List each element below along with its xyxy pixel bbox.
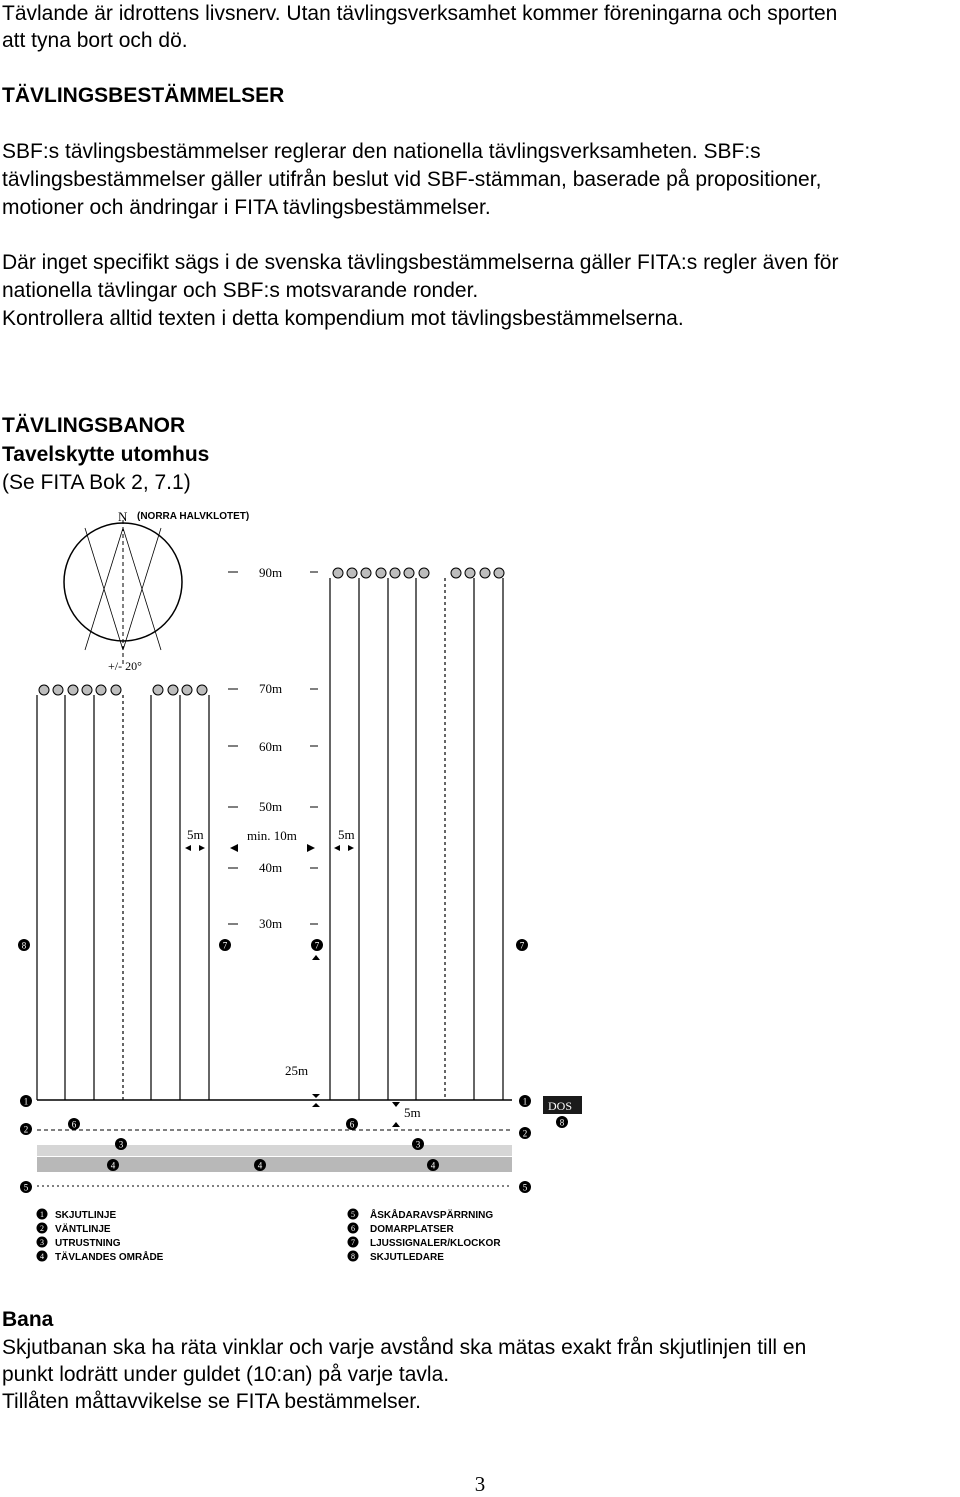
bana-line-2: punkt lodrätt under guldet (10:an) på varje tavla. [2,1363,450,1386]
svg-text:1: 1 [23,1096,29,1107]
bana-line-3: Tillåten måttavvikelse se FITA bestämmelser. [2,1390,421,1413]
intro-line-2: att tyna bort och dö. [2,29,188,52]
svg-text:7: 7 [351,1238,355,1247]
legend-item-4: TÄVLANDES OMRÅDE [55,1252,164,1263]
legend-item-6: DOMARPLATSER [370,1224,454,1235]
svg-text:1: 1 [40,1210,44,1219]
distance-label-25m: 25m [285,1063,309,1078]
spacing-bottom-label: 5m [404,1105,421,1120]
svg-text:3: 3 [40,1238,44,1247]
svg-text:5: 5 [522,1182,528,1193]
north-letter: N [118,509,128,524]
target [182,685,192,695]
svg-text:4: 4 [110,1160,116,1171]
target [153,685,163,695]
target [168,685,178,695]
svg-text:7: 7 [519,940,525,951]
target [376,568,386,578]
svg-text:6: 6 [71,1119,77,1130]
marker-8 [18,939,30,951]
spacing-left-label: 5m [187,827,204,842]
target [333,568,343,578]
svg-text:6: 6 [351,1224,355,1233]
svg-text:4: 4 [430,1160,436,1171]
target [68,685,78,695]
distance-labels [259,565,308,1078]
paragraph-1-line-2: tävlingsbestämmelser gäller utifrån beslut vid SBF-stämman, baserade på propositioner, [2,168,822,191]
spacing-right-label: 5m [338,827,355,842]
target [451,568,461,578]
legend-item-8: SKJUTLEDARE [370,1252,444,1263]
shooting-zones [37,1100,512,1186]
svg-text:7: 7 [314,940,320,951]
target [494,568,504,578]
target [361,568,371,578]
paragraph-1-line-1: SBF:s tävlingsbestämmelser reglerar den nationella tävlingsverksamheten. SBF:s [2,140,761,163]
intro-line-1: Tävlande är idrottens livsnerv. Utan tävlingsverksamhet kommer föreningarna och sporten [2,2,838,25]
spacing-arrows [185,844,400,1127]
target [465,568,475,578]
equipment-zone [37,1145,512,1156]
target [347,568,357,578]
svg-text:4: 4 [40,1252,44,1261]
paragraph-2-line-3: Kontrollera alltid texten i detta kompendium mot tävlingsbestämmelserna. [2,307,684,330]
distance-label-50m: 50m [259,799,283,814]
svg-text:2: 2 [40,1224,44,1233]
targets-90m [333,568,504,578]
page-number: 3 [474,1472,486,1496]
distance-label-60m: 60m [259,739,283,754]
legend-item-2: VÄNTLINJE [55,1224,111,1235]
angle-label: +/- 20° [108,659,142,673]
svg-text:8: 8 [21,940,27,951]
target [480,568,490,578]
north-hemisphere-label: (NORRA HALVKLOTET) [137,511,250,522]
target [96,685,106,695]
svg-text:5: 5 [351,1210,355,1219]
svg-text:8: 8 [559,1117,565,1128]
legend-right [348,1208,502,1263]
field-layout-diagram [0,500,960,1270]
svg-text:3: 3 [118,1139,124,1150]
spacing-min-label: min. 10m [247,828,297,843]
target [111,685,121,695]
svg-text:8: 8 [351,1252,355,1261]
svg-text:7: 7 [222,940,228,951]
distance-label-90m: 90m [259,565,283,580]
svg-text:5: 5 [23,1182,29,1193]
legend-item-5: ÅSKÅDARAVSPÄRRNING [370,1210,494,1221]
target [390,568,400,578]
legend-item-1: SKJUTLINJE [55,1210,117,1221]
distance-label-70m: 70m [259,681,283,696]
legend-item-3: UTRUSTNING [55,1238,121,1249]
legend-left [37,1209,164,1264]
svg-text:3: 3 [415,1139,421,1150]
distance-label-40m: 40m [259,860,283,875]
svg-text:1: 1 [522,1096,528,1107]
target [197,685,207,695]
zone-markers [20,1095,568,1193]
compass-circle [64,523,182,641]
svg-text:2: 2 [522,1128,528,1139]
paragraph-1-line-3: motioner och ändringar i FITA tävlingsbestämmelser. [2,196,491,219]
north-compass [64,509,249,673]
target [39,685,49,695]
bana-line-1: Skjutbanan ska ha räta vinklar och varje avstånd ska mätas exakt från skjutlinjen till en [2,1336,807,1359]
marker-7 [516,939,528,951]
target [82,685,92,695]
legend-item-7: LJUSSIGNALER/KLOCKOR [370,1238,501,1249]
targets-70m [39,685,207,695]
subheading-tavelskytte: Tavelskytte utomhus [2,443,210,466]
distance-label-30m: 30m [259,916,283,931]
fita-reference: (Se FITA Bok 2, 7.1) [2,471,191,494]
heading-tavlingsbestammelser: TÄVLINGSBESTÄMMELSER [2,84,285,107]
dos-label: DOS [548,1099,573,1113]
svg-text:6: 6 [349,1119,355,1130]
heading-tavlingsbanor: TÄVLINGSBANOR [2,414,186,437]
marker-7 [219,939,231,951]
marker-7 [311,939,323,951]
heading-bana: Bana [2,1308,54,1331]
svg-text:2: 2 [23,1124,29,1135]
svg-text:4: 4 [257,1160,263,1171]
target [404,568,414,578]
target [53,685,63,695]
paragraph-2-line-1: Där inget specifikt sägs i de svenska tävlingsbestämmelserna gäller FITA:s regler även för [2,251,839,274]
target [419,568,429,578]
paragraph-2-line-2: nationella tävlingar och SBF:s motsvarande ronder. [2,279,479,302]
